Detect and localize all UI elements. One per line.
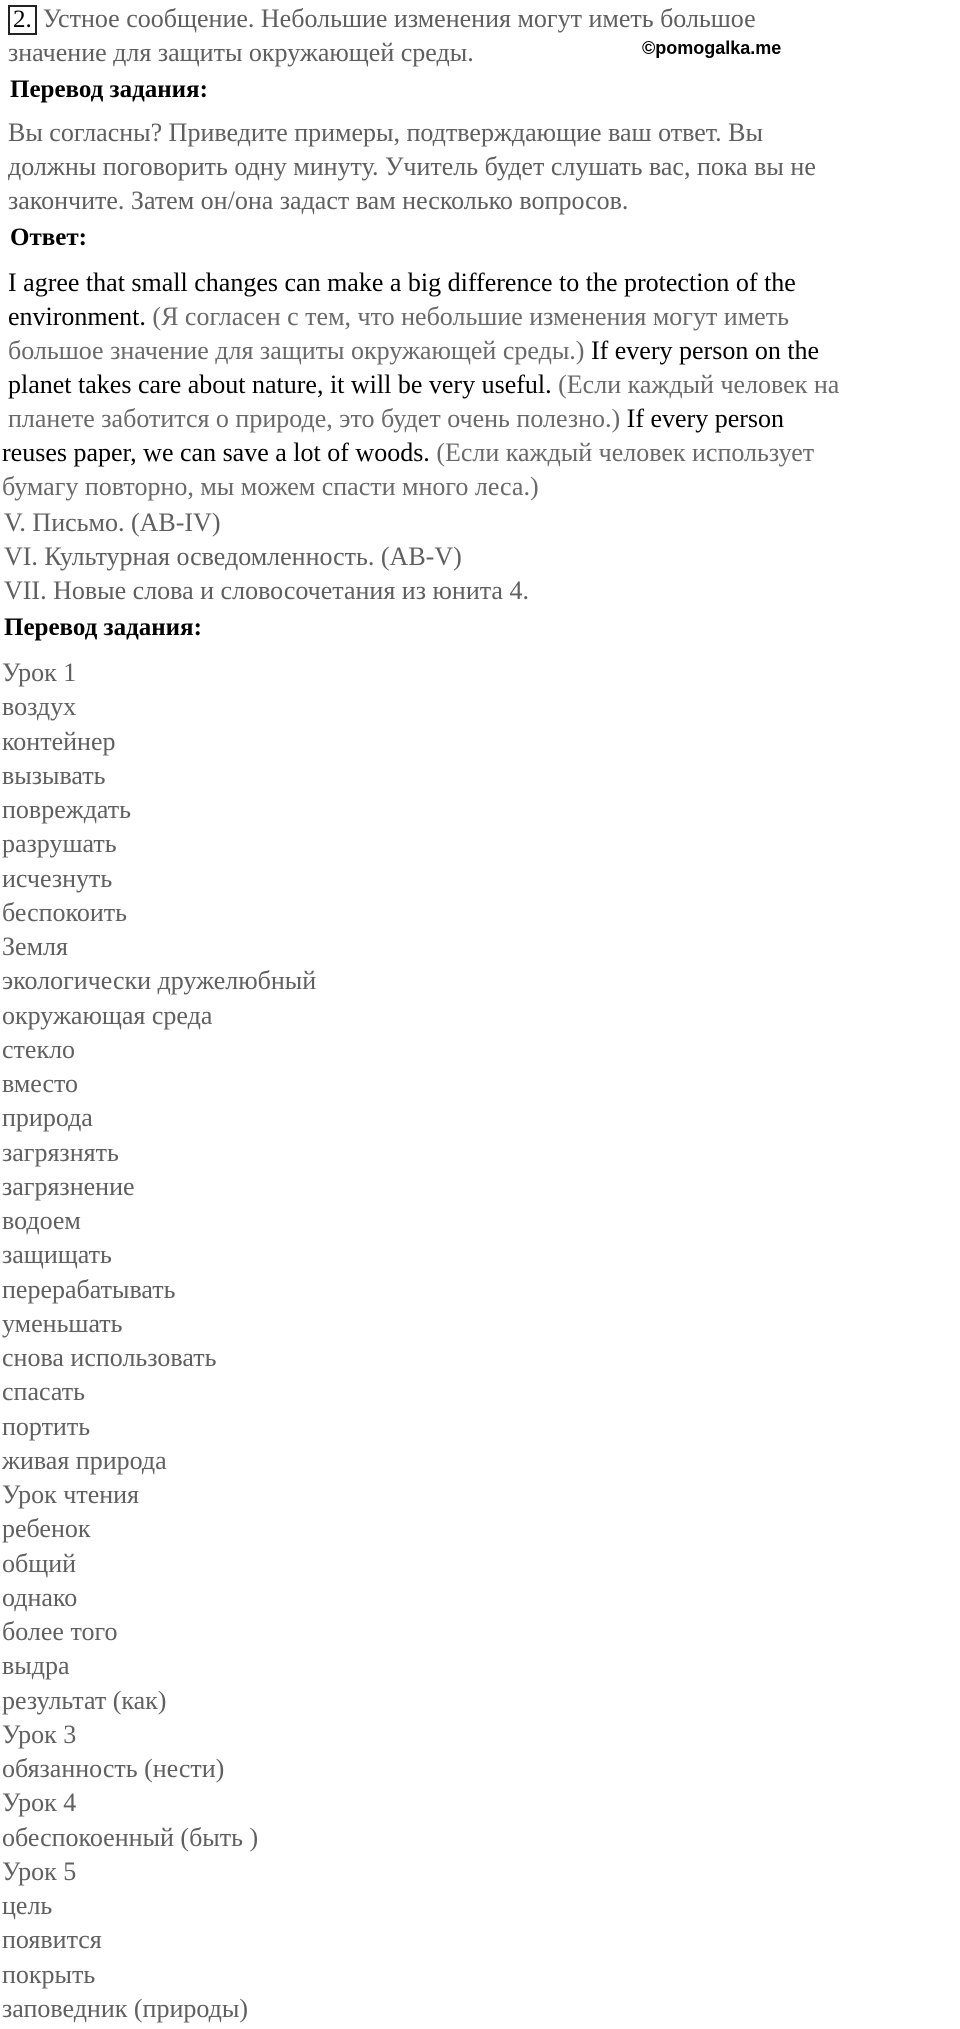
answer-english: planet takes care about nature, it will be very useful. [8,370,552,399]
vocabulary-item: Урок 1 [2,658,77,687]
vocabulary-item: однако [2,1582,78,1612]
vocabulary-item: природа [2,1103,93,1133]
vocabulary-item: живая природа [2,1445,167,1475]
answer-line-4 [8,368,839,402]
vocabulary-item: цель [2,1891,53,1920]
vocabulary-item: Урок 5 [2,1856,77,1886]
translation-line: должны поговорить одну минуту. Учитель будет слушать вас, пока вы не [8,152,816,181]
vocabulary-item: контейнер [2,726,116,756]
answer-line-6 [2,436,814,470]
vocabulary-item: появится [2,1925,102,1955]
answer-russian: планете заботится о природе, это будет очень полезно.) [8,404,621,433]
vocabulary-item: окружающая среда [2,1000,213,1030]
vocabulary-item: защищать [2,1240,112,1270]
answer-russian: (Я согласен с тем, что небольшие изменения могут иметь [152,302,789,331]
answer-line-2 [8,300,789,334]
vocabulary-item: Урок 4 [2,1788,77,1818]
answer-line-1: I agree that small changes can make a big difference to the protection of the [8,268,796,297]
vocabulary-item: загрязнение [2,1171,135,1201]
vocabulary-item: исчезнуть [2,863,113,893]
vocabulary-item: вместо [2,1069,79,1098]
vocabulary-item: снова использовать [2,1343,217,1372]
vocabulary-item: повреждать [2,795,132,824]
answer-english: If every person [626,404,785,433]
answer-heading: Ответ: [10,224,87,251]
vocabulary-item: перерабатывать [2,1274,176,1304]
answer-line-3 [8,334,819,368]
vocabulary-item: экологически дружелюбный [2,966,317,996]
vocabulary-item: Урок 3 [2,1719,77,1749]
answer-russian: (Если каждый человек на [558,370,840,399]
section-heading: VI. Культурная осведомленность. (AB-V) [4,542,462,571]
vocabulary-item: разрушать [2,829,117,859]
section-heading: V. Письмо. (AB-IV) [4,508,221,537]
vocabulary-item: загрязнять [2,1137,119,1167]
vocabulary-item: Урок чтения [2,1480,140,1509]
translation-heading: Перевод задания: [4,614,202,641]
vocabulary-item: водоем [2,1206,81,1235]
task-number: 2. [8,5,37,35]
vocabulary-item: общий [2,1548,77,1578]
vocabulary-item: спасать [2,1377,85,1407]
answer-russian: (Если каждый человек использует [436,438,815,467]
vocabulary-item: результат (как) [2,1685,167,1715]
vocabulary-item: уменьшать [2,1308,123,1338]
vocabulary-item: выдра [2,1651,70,1681]
vocabulary-item: Земля [2,932,68,961]
answer-english: environment. [8,302,146,331]
vocabulary-item: воздух [2,692,77,722]
vocabulary-item: обязанность (нести) [2,1754,225,1783]
translation-line: закончите. Затем он/она задаст вам несколько вопросов. [8,186,629,215]
section-heading: VII. Новые слова и словосочетания из юнита 4. [4,576,529,605]
vocabulary-item: стекло [2,1034,76,1064]
answer-line-7: бумагу повторно, мы можем спасти много леса.) [2,472,539,501]
vocabulary-item: портить [2,1411,91,1441]
vocabulary-item: беспокоить [2,897,127,927]
task-title-line-1 [8,2,756,36]
translation-line: Вы согласны? Приведите примеры, подтверждающие ваш ответ. Вы [8,118,763,147]
watermark: ©pomogalka.me [642,38,782,58]
vocabulary-item: вызывать [2,760,106,790]
task-title-line-2: значение для защиты окружающей среды. [8,38,474,67]
answer-line-5 [8,402,784,436]
answer-russian: большое значение для защиты окружающей среды.) [8,336,585,365]
translation-heading: Перевод задания: [10,76,208,103]
vocabulary-item: заповедник (природы) [2,1993,248,2023]
vocabulary-item: более того [2,1617,118,1646]
vocabulary-item: покрыть [2,1959,96,1989]
vocabulary-item: ребенок [2,1514,91,1544]
vocabulary-item: обеспокоенный (быть ) [2,1822,259,1852]
answer-english: reuses paper, we can save a lot of woods. [2,438,430,467]
task-title-text: Устное сообщение. Небольшие изменения могут иметь большое [42,4,756,33]
answer-english: If every person on the [590,336,820,365]
